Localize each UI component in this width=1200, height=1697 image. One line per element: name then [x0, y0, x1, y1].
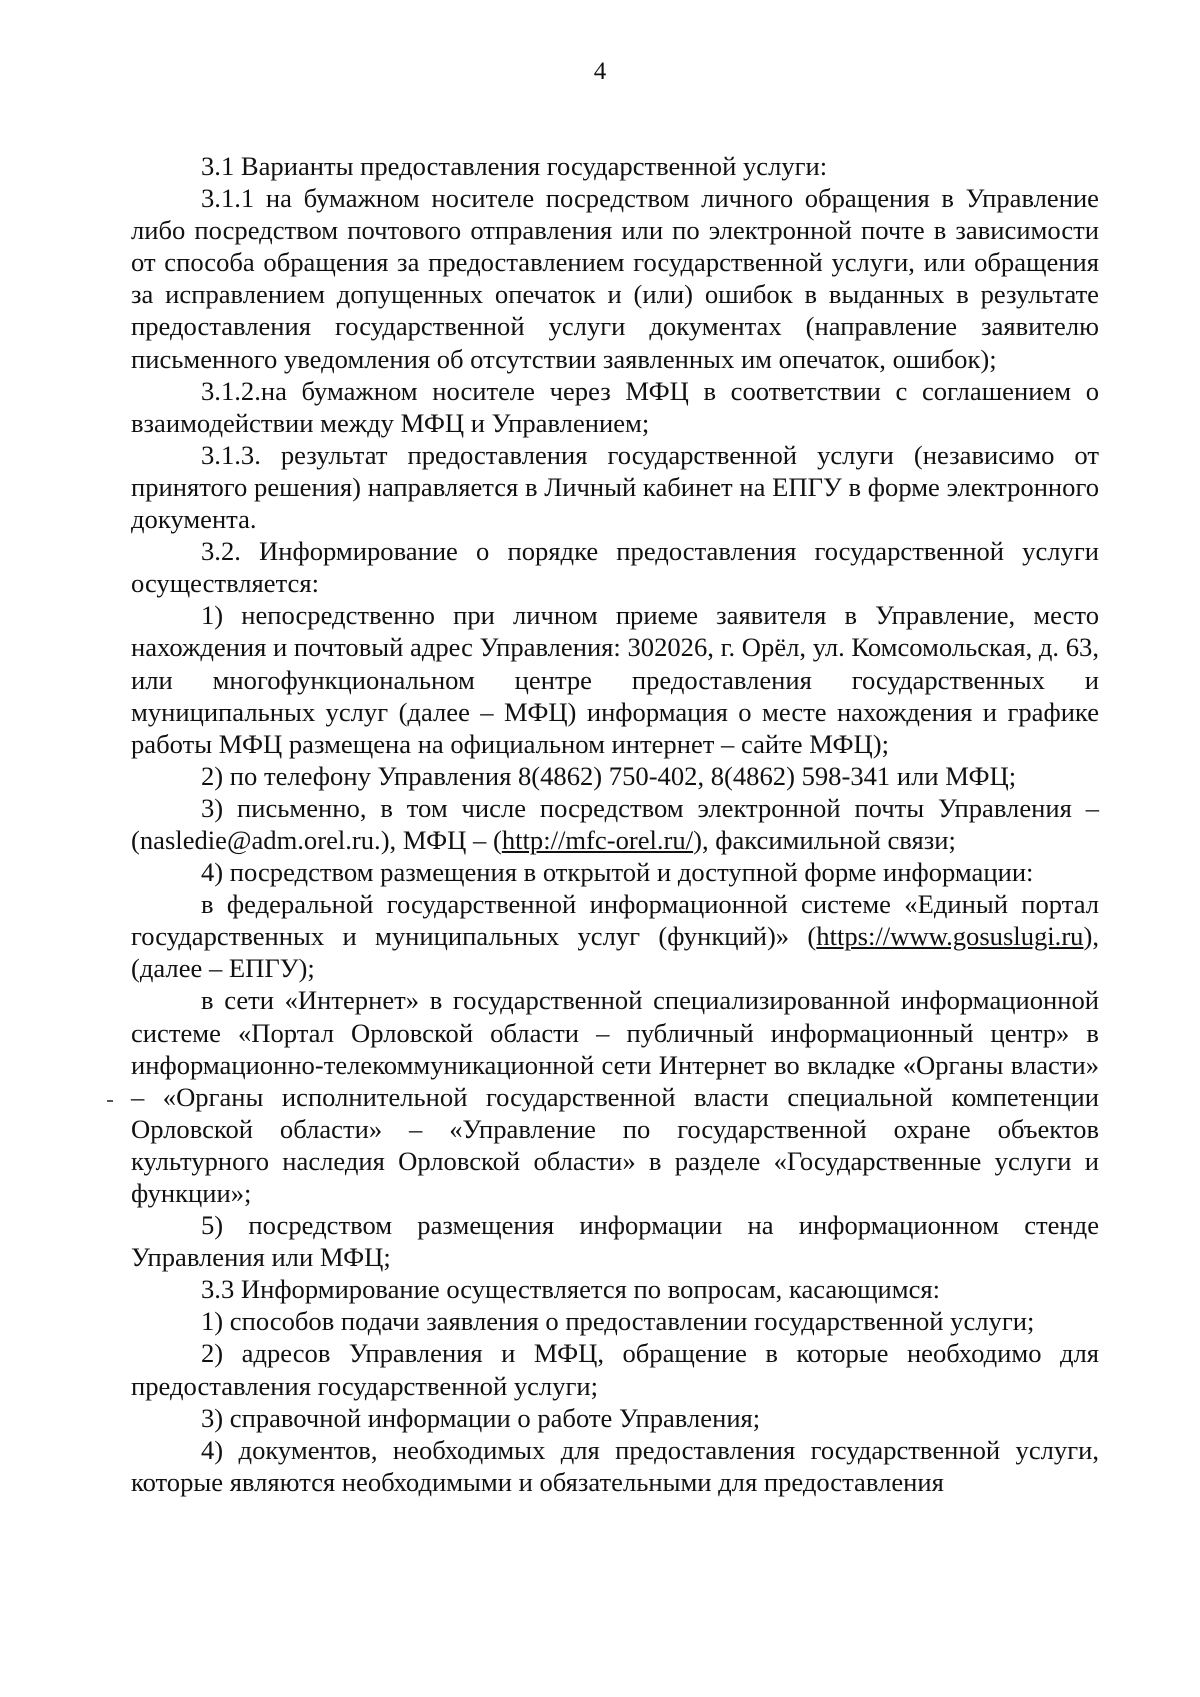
gosuslugi-link[interactable]: https://www.gosuslugi.ru	[816, 921, 1084, 952]
list-item-phone: 2) по телефону Управления 8(4862) 750-402, 8(4862) 598-341 или МФЦ;	[201, 760, 1017, 791]
list-item-placement: 4) посредством размещения в открытой и доступной форме информации:	[201, 857, 1034, 888]
mfc-link[interactable]: http://mfc-orel.ru/	[501, 824, 694, 855]
paragraph-3-2: 3.2. Информирование о порядке предоставления государственной услуги осуществляется:	[131, 536, 1099, 599]
scan-margin-mark	[107, 1100, 113, 1102]
epgu-text-after: ), (далее – ЕПГУ);	[131, 921, 1099, 984]
paragraph-internet: в сети «Интернет» в государственной специализированной информационной системе «Портал Орловской области – публичный информационный центр» в информационно-телекоммуникационной сети Интернет во вкладке «Органы власти» – «Органы исполнительной государственной власти специальной компетенции Орловской области» – «Управление по государственной охране объектов культурного наследия Орловской области» в разделе «Государственные услуги и функции»;	[131, 985, 1099, 1208]
list-item-documents: 4) документов, необходимых для предоставления государственной услуги, которые являются необходимыми и обязательными для предоставления	[131, 1434, 1099, 1497]
epgu-text-before: в федеральной государственной информационной системе «Единый портал государственных и муниципальных услуг (функций)» (	[131, 889, 1099, 952]
paragraph-3-1: 3.1 Варианты предоставления государственной услуги:	[201, 151, 828, 181]
written-text-before: 3) письменно, в том числе посредством электронной почты Управления – (nasledie@adm.orel.ru.), МФЦ – (	[131, 792, 1099, 855]
page-number: 4	[593, 58, 607, 85]
list-item-reference: 3) справочной информации о работе Управления;	[201, 1402, 761, 1433]
document-body	[131, 150, 1099, 1498]
list-item-written	[131, 792, 1099, 856]
list-item-addresses: 2) адресов Управления и МФЦ, обращение в которые необходимо для предоставления государственной услуги;	[131, 1338, 1099, 1401]
list-item-submission: 1) способов подачи заявления о предоставлении государственной услуги;	[201, 1306, 1035, 1337]
paragraph-3-1-2: 3.1.2.на бумажном носителе через МФЦ в соответствии с соглашением о взаимодействии между МФЦ и Управлением;	[131, 375, 1099, 438]
list-item-stand: 5) посредством размещения информации на информационном стенде Управления или МФЦ;	[131, 1210, 1099, 1273]
written-text-after: ), факсимильной связи;	[693, 824, 956, 855]
paragraph-3-1-1: 3.1.1 на бумажном носителе посредством личного обращения в Управление либо посредством почтового отправления или по электронной почте в зависимости от способа обращения за предоставлением государственной услуги, или обращения за исправлением допущенных опечаток и (или) ошибок в выданных в результате предоставления государственной услуги документах (направление заявителю письменного уведомления об отсутствии заявленных им опечаток, ошибок);	[131, 183, 1099, 374]
list-item-in-person: 1) непосредственно при личном приеме заявителя в Управление, место нахождения и почтовый адрес Управления: 302026, г. Орёл, ул. Комсомольская, д. 63, или многофункциональном центре предоставления государственных и муниципальных услуг (далее – МФЦ) информация о месте нахождения и графике работы МФЦ размещена на официальном интернет – сайте МФЦ);	[131, 600, 1099, 759]
paragraph-epgu	[131, 888, 1099, 984]
paragraph-3-3: 3.3 Информирование осуществляется по вопросам, касающимся:	[201, 1274, 941, 1305]
paragraph-3-1-3: 3.1.3. результат предоставления государственной услуги (независимо от принятого решения) направляется в Личный кабинет на ЕПГУ в форме электронного документа.	[131, 439, 1099, 535]
